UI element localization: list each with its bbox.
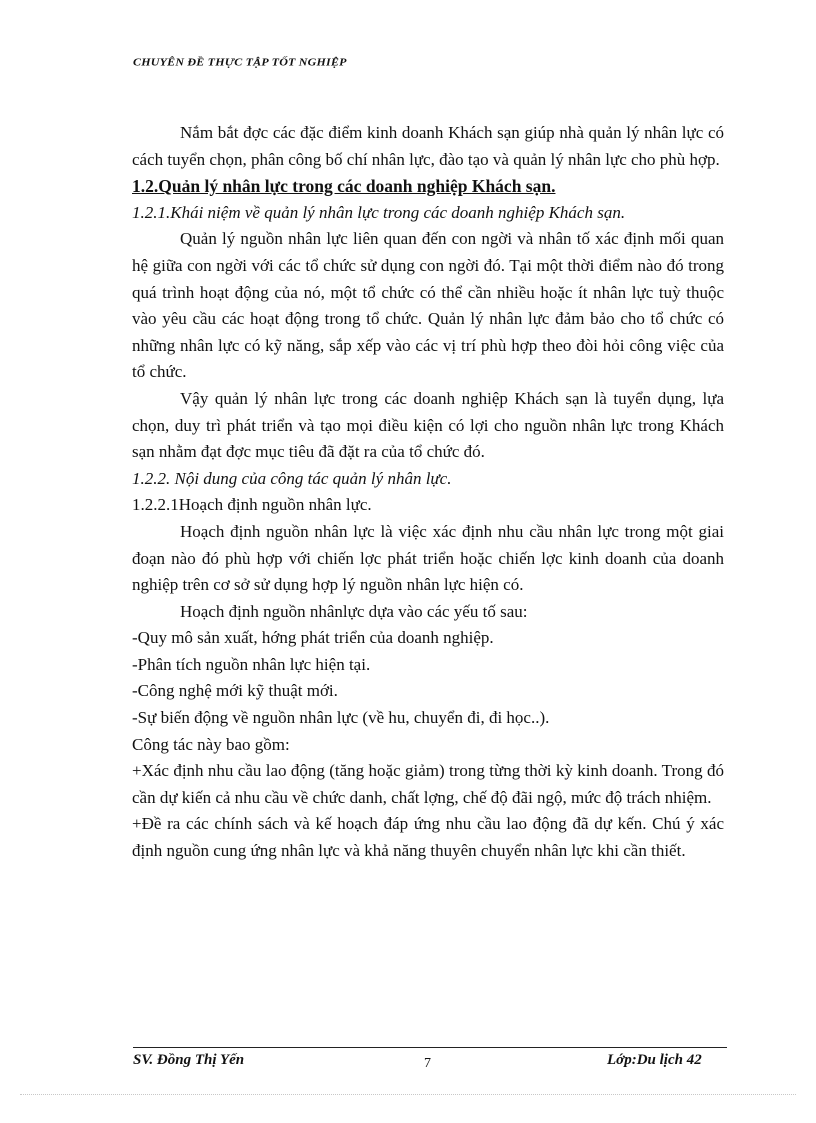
paragraph: Quản lý nguồn nhân lực liên quan đến con ngời và nhân tố xác định mối quan hệ giữa con ngời với các tổ chức sử dụng con ngời đó. Tại một thời điểm nào đó trong quá trình hoạt động của nó, một tổ chức có thể cần nhiều hoặc ít nhân lực tuỳ thuộc vào yêu cầu các hoạt động trong tổ chức. Quản lý nhân lực đảm bảo cho tổ chức có những nhân lực có kỹ năng, sắp xếp vào các vị trí phù hợp theo đòi hỏi công việc của tổ chức. xyxy=(132,229,724,382)
paragraph: Nắm bắt đợc các đặc điểm kinh doanh Khách sạn giúp nhà quản lý nhân lực có cách tuyển chọn, phân công bố chí nhân lực, đào tạo và quản lý nhân lực cho phù hợp. xyxy=(132,123,724,169)
footer-author: SV. Đồng Thị Yến xyxy=(133,1052,245,1068)
page-number: 7 xyxy=(424,1056,431,1071)
footer-divider xyxy=(133,1047,727,1048)
document-body xyxy=(132,120,724,865)
footer-class: Lớp:Du lịch 42 xyxy=(607,1052,702,1068)
list-item: -Quy mô sản xuất, hớng phát triển của doanh nghiệp. xyxy=(132,628,494,648)
sub-subsection-heading: 1.2.2.1Hoạch định nguồn nhân lực. xyxy=(132,495,372,515)
paragraph: Vậy quản lý nhân lực trong các doanh nghiệp Khách sạn là tuyển dụng, lựa chọn, duy trì phát triển và tạo mọi điều kiện có lợi cho nguồn nhân lực trong Khách sạn nhằm đạt đợc mục tiêu đã đặt ra của tổ chức đó. xyxy=(132,388,724,462)
running-header: CHUYÊN ĐỀ THỰC TẬP TỐT NGHIỆP xyxy=(133,55,347,69)
paragraph: Hoạch định nguồn nhân lực là việc xác định nhu cầu nhân lực trong một giai đoạn nào đó phù hợp với chiến lợc phát triển hoặc chiến lợc kinh doanh của doanh nghiệp trên cơ sở sử dụng hợp lý nguồn nhân lực hiện có. xyxy=(132,521,724,595)
subsection-heading: 1.2.1.Khái niệm về quản lý nhân lực trong các doanh nghiệp Khách sạn. xyxy=(132,202,626,222)
paragraph: Công tác này bao gồm: xyxy=(132,734,290,754)
paragraph: Hoạch định nguồn nhânlực dựa vào các yếu tố sau: xyxy=(180,601,528,621)
page-bottom-divider xyxy=(20,1094,796,1095)
paragraph: +Đề ra các chính sách và kế hoạch đáp ứng nhu cầu lao động đã dự kến. Chú ý xác định nguồn cung ứng nhân lực và khả năng thuyên chuyển nhân lực khi cần thiết. xyxy=(132,814,724,861)
paragraph: +Xác định nhu cầu lao động (tăng hoặc giảm) trong từng thời kỳ kinh doanh. Trong đó cần dự kiến cả nhu cầu về chức danh, chất lợng, chế độ đãi ngộ, mức độ trách nhiệm. xyxy=(132,761,724,807)
list-item: -Phân tích nguồn nhân lực hiện tại. xyxy=(132,654,371,674)
section-heading: 1.2.Quản lý nhân lực trong các doanh nghiệp Khách sạn. xyxy=(132,176,556,197)
list-item: -Sự biến động về nguồn nhân lực (về hu, chuyển đi, đi học..). xyxy=(132,708,550,728)
subsection-heading: 1.2.2. Nội dung của công tác quản lý nhân lực. xyxy=(132,468,452,488)
list-item: -Công nghệ mới kỹ thuật mới. xyxy=(132,681,338,701)
